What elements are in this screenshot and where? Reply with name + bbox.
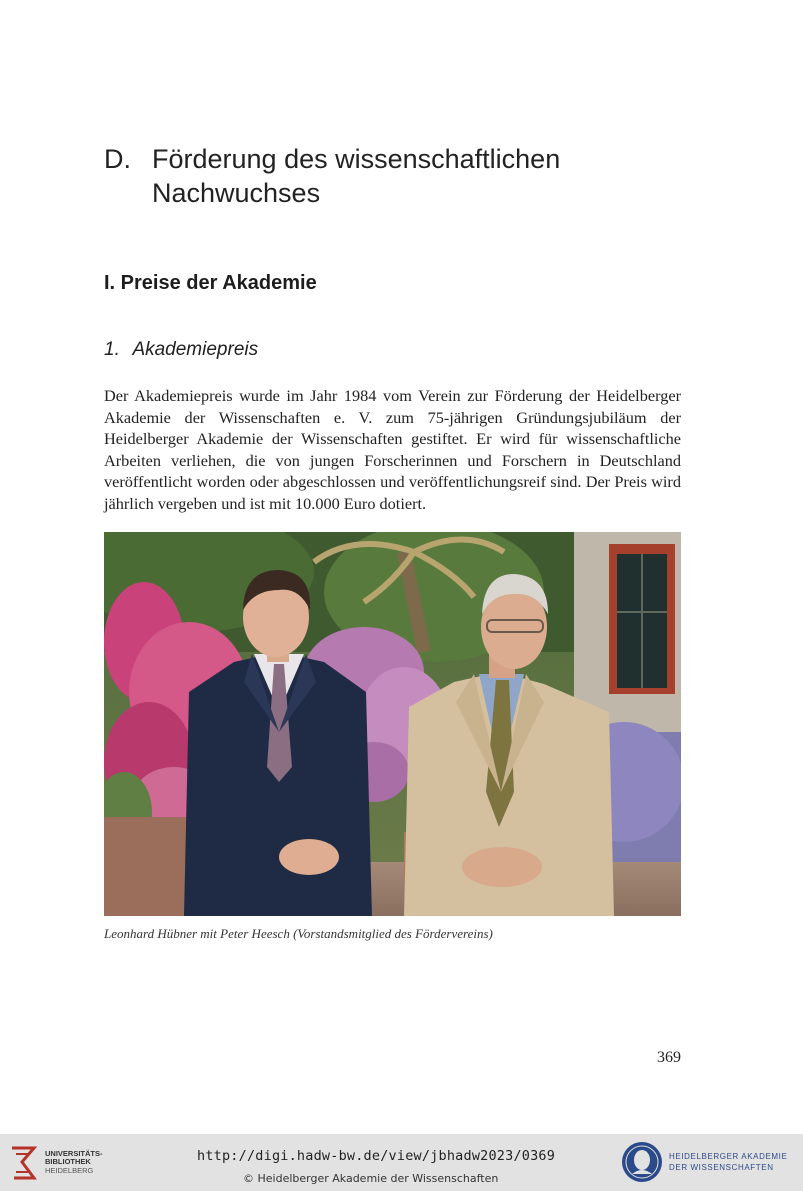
photo-illustration (104, 532, 681, 916)
hadw-seal-icon[interactable] (620, 1140, 664, 1184)
hadw-line2: DER WISSENSCHAFTEN (669, 1163, 774, 1172)
page-number: 369 (657, 1049, 681, 1066)
ub-line1: UNIVERSITÄTS- (45, 1149, 103, 1158)
subsection-heading (104, 339, 258, 361)
body-paragraph: Der Akademiepreis wurde im Jahr 1984 vom Verein zur Förderung der Heidelberger Akademie der Wissenschaften e. V. zum 75-jährigen Gründungsjubiläum der Heidelberger Akademie der Wissenschaften gestiftet. Er wird für wissenschaftliche Arbeiten verliehen, die von jungen Forscherinnen und Forschern in Deutschland veröffentlicht worden oder abgeschlossen und veröffentlichungsreif sind. Der Preis wird jährlich vergeben und ist mit 10.000 Euro dotiert. (104, 386, 681, 513)
chapter-number: D. (104, 144, 131, 174)
ub-line2: BIBLIOTHEK (45, 1157, 91, 1167)
source-url-link[interactable]: http://digi.hadw-bw.de/view/jbhadw2023/0369 (197, 1148, 556, 1164)
section-heading: I. Preise der Akademie (104, 272, 317, 294)
hadw-logo-text (669, 1151, 787, 1173)
figure-caption: Leonhard Hübner mit Peter Heesch (Vorstandsmitglied des Fördervereins) (104, 926, 493, 941)
copyright-text: © Heidelberger Akademie der Wissenschaften (243, 1172, 499, 1185)
chapter-title-line1: Förderung des wissenschaftlichen (152, 144, 561, 174)
photo (104, 532, 681, 916)
chapter-title (152, 142, 692, 210)
subsection-title: Akademiepreis (132, 339, 259, 360)
ub-logo-text (45, 1150, 103, 1175)
footer-bar (0, 1134, 803, 1191)
chapter-title-line2: Nachwuchses (152, 178, 321, 208)
hadw-line1: HEIDELBERGER AKADEMIE (669, 1152, 788, 1161)
ub-line3: HEIDELBERG (45, 1165, 94, 1175)
subsection-number: 1. (104, 339, 120, 360)
